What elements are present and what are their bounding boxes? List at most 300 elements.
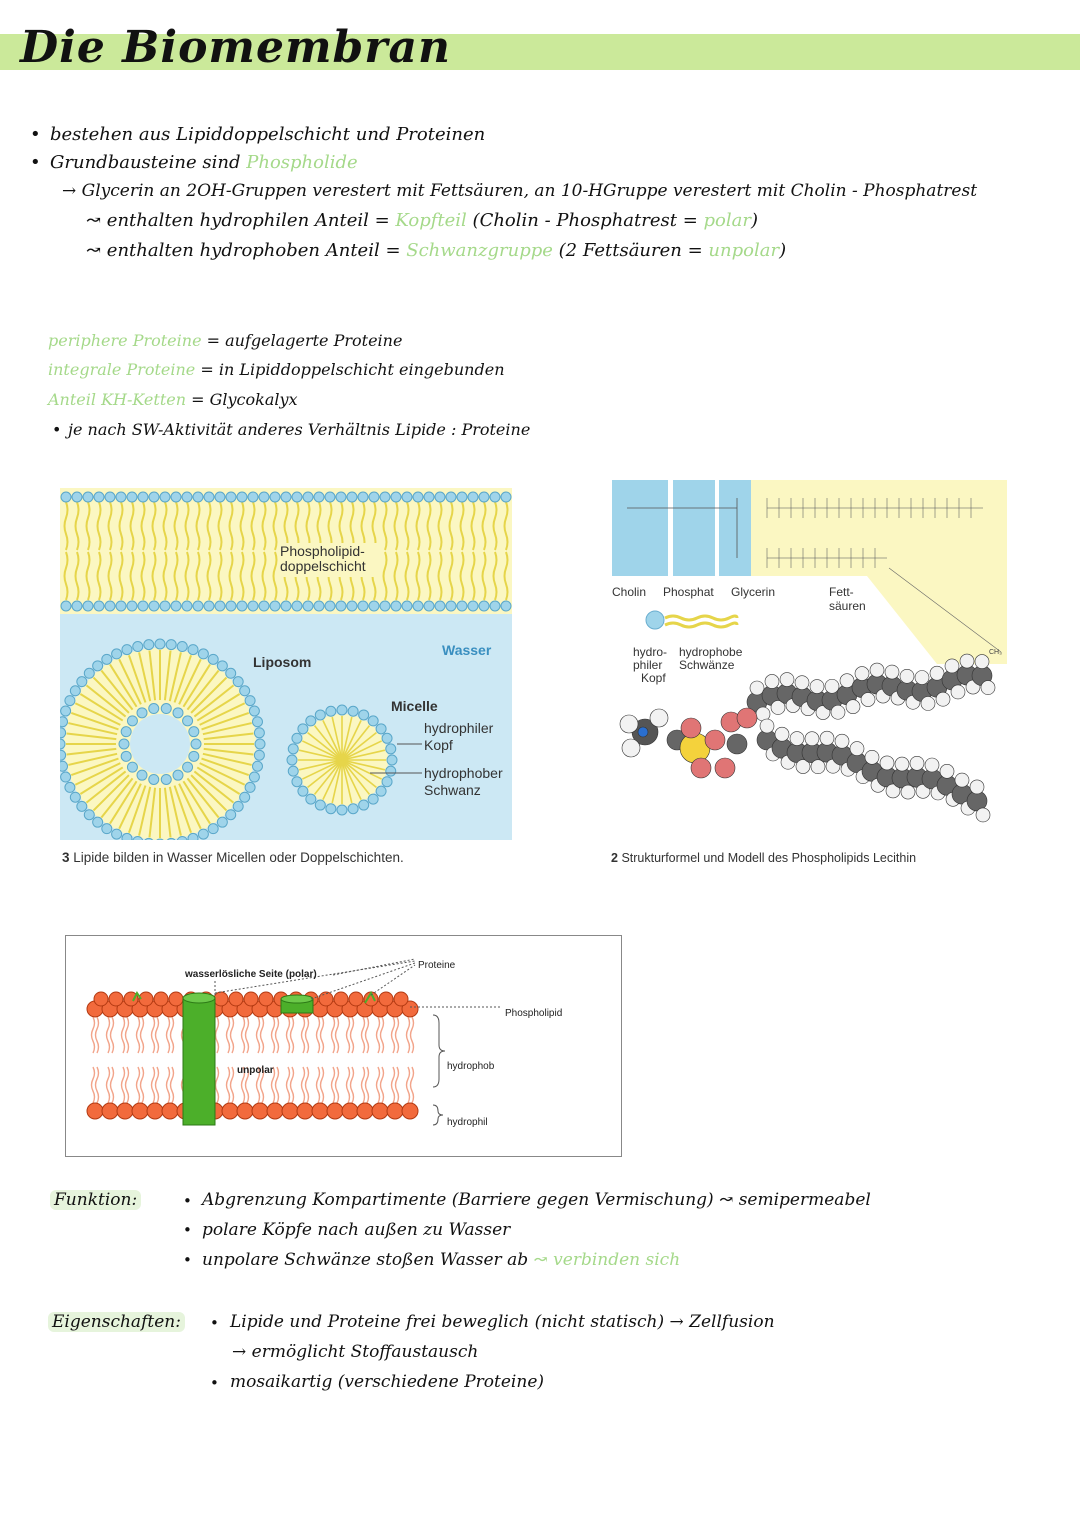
label-proteine: Proteine bbox=[418, 960, 456, 971]
bilayer-head bbox=[303, 492, 313, 502]
membrane-head bbox=[394, 992, 408, 1006]
integral-protein-top bbox=[183, 993, 215, 1003]
bilayer-head bbox=[193, 492, 203, 502]
micelle-head bbox=[306, 794, 316, 804]
intro-line-3: → Glycerin an 2OH-Gruppen verestert mit Fettsäuren, an 10-HGruppe verestert mit Cholin - Phosphatrest bbox=[62, 181, 978, 201]
atom bbox=[895, 757, 909, 771]
atom bbox=[880, 756, 894, 770]
atom bbox=[691, 758, 711, 778]
bilayer-head bbox=[358, 601, 368, 611]
micelle-head bbox=[386, 744, 396, 754]
bilayer-head bbox=[424, 492, 434, 502]
atom bbox=[705, 730, 725, 750]
bilayer-head bbox=[149, 492, 159, 502]
bilayer-head bbox=[369, 492, 379, 502]
micelle-head bbox=[315, 710, 325, 720]
micelle-head bbox=[337, 805, 347, 815]
bullet: • bbox=[210, 1314, 219, 1332]
bilayer-head bbox=[61, 492, 71, 502]
mini-tail-1 bbox=[665, 616, 737, 620]
liposome-head bbox=[226, 810, 236, 820]
liposome-head bbox=[70, 792, 80, 802]
bilayer-head bbox=[149, 601, 159, 611]
membrane-head bbox=[237, 1103, 253, 1119]
atom bbox=[750, 681, 764, 695]
intro-line-4 bbox=[86, 210, 758, 231]
bilayer-head bbox=[402, 601, 412, 611]
bilayer-head bbox=[171, 601, 181, 611]
protein-line-1-text: = aufgelagerte Proteine bbox=[206, 331, 403, 350]
liposome-inner-head bbox=[189, 727, 199, 737]
phospholide-term: Phospholide bbox=[246, 152, 358, 173]
atom bbox=[727, 734, 747, 754]
liposome-head bbox=[249, 772, 259, 782]
atom bbox=[915, 670, 929, 684]
bilayer-head bbox=[94, 492, 104, 502]
bilayer-head bbox=[435, 492, 445, 502]
intro-line-4-text: ↝ enthalten hydrophilen Anteil = bbox=[86, 210, 390, 231]
bilayer-head bbox=[457, 492, 467, 502]
liposome-head bbox=[217, 817, 227, 827]
bilayer-head bbox=[281, 492, 291, 502]
figure-lipid-structures bbox=[60, 488, 512, 840]
protein-line-3 bbox=[48, 390, 298, 409]
micelle-head bbox=[368, 794, 378, 804]
liposome-inner-head bbox=[121, 727, 131, 737]
atom bbox=[981, 681, 995, 695]
liposome-head bbox=[84, 668, 94, 678]
membrane-head bbox=[94, 992, 108, 1006]
label-bilayer-1: Phospholipid- bbox=[280, 543, 365, 559]
liposome-head bbox=[77, 677, 87, 687]
schwanzgruppe-term: Schwanzgruppe bbox=[406, 240, 553, 261]
membrane-head bbox=[259, 992, 273, 1006]
liposome-inner-head bbox=[121, 751, 131, 761]
bilayer-head bbox=[171, 492, 181, 502]
fatty-acid-area bbox=[749, 480, 1007, 664]
protein-line-2-text: = in Lipiddoppelschicht eingebunden bbox=[200, 360, 505, 379]
protein-line-4: je nach SW-Aktivität anderes Verhältnis Lipide : Proteine bbox=[68, 420, 531, 439]
label-schw-1: hydrophobe bbox=[679, 645, 743, 659]
liposome-inner-head bbox=[173, 708, 183, 718]
liposome-head bbox=[61, 706, 71, 716]
bilayer-head bbox=[193, 601, 203, 611]
atom bbox=[945, 659, 959, 673]
bilayer-head bbox=[248, 601, 258, 611]
atom bbox=[960, 654, 974, 668]
funktion-line-2: polare Köpfe nach außen zu Wasser bbox=[202, 1220, 511, 1240]
liposome-inner-head bbox=[161, 774, 171, 784]
atom bbox=[855, 667, 869, 681]
bilayer-head bbox=[204, 492, 214, 502]
bilayer-head bbox=[446, 492, 456, 502]
liposome-head bbox=[60, 761, 68, 771]
membrane-head bbox=[229, 992, 243, 1006]
space-filling-model bbox=[620, 654, 995, 822]
figure-2-caption-text: Strukturformel und Modell des Phospholipids Lecithin bbox=[621, 851, 917, 865]
bilayer-head bbox=[116, 601, 126, 611]
membrane-head bbox=[267, 1103, 283, 1119]
intro-line-4-mid: (Cholin - Phosphatrest = bbox=[472, 210, 698, 231]
liposome-inner-head bbox=[127, 716, 137, 726]
bilayer-head bbox=[314, 492, 324, 502]
membrane-head bbox=[244, 992, 258, 1006]
atom bbox=[805, 732, 819, 746]
atom bbox=[622, 739, 640, 757]
membrane-head bbox=[214, 992, 228, 1006]
liposome-core bbox=[130, 714, 190, 774]
figure-frame bbox=[66, 936, 622, 1157]
figure-phospholipid-structure bbox=[607, 478, 1007, 840]
bilayer-head bbox=[127, 492, 137, 502]
bilayer-head bbox=[215, 492, 225, 502]
glycerin-block bbox=[719, 480, 751, 576]
membrane-head bbox=[297, 1103, 313, 1119]
protein-line-2 bbox=[48, 360, 505, 379]
atom bbox=[715, 758, 735, 778]
figure-2-caption bbox=[611, 851, 916, 865]
atom bbox=[681, 718, 701, 738]
liposome-inner-head bbox=[137, 770, 147, 780]
liposome-inner-head bbox=[183, 716, 193, 726]
atom bbox=[846, 700, 860, 714]
bilayer-head bbox=[281, 601, 291, 611]
bilayer-head bbox=[116, 492, 126, 502]
liposome-head bbox=[61, 772, 71, 782]
bilayer-head bbox=[259, 492, 269, 502]
label-liposom: Liposom bbox=[253, 654, 312, 670]
liposome-head bbox=[84, 810, 94, 820]
liposome-inner-head bbox=[189, 751, 199, 761]
liposome-head bbox=[144, 640, 154, 650]
bullet: • bbox=[30, 124, 41, 145]
atom bbox=[850, 742, 864, 756]
bilayer-head bbox=[501, 601, 511, 611]
liposome-head bbox=[60, 750, 66, 760]
liposome-inner-head bbox=[149, 774, 159, 784]
bilayer-head bbox=[490, 601, 500, 611]
liposome-head bbox=[122, 833, 132, 840]
membrane-head bbox=[312, 1103, 328, 1119]
liposome-head bbox=[208, 654, 218, 664]
bilayer-head bbox=[479, 492, 489, 502]
liposome-head bbox=[155, 639, 165, 649]
label-tail-1: hydrophober bbox=[424, 765, 503, 781]
bullet: • bbox=[30, 152, 41, 173]
liposome-head bbox=[208, 824, 218, 834]
bilayer-head bbox=[237, 492, 247, 502]
bilayer-head bbox=[72, 601, 82, 611]
membrane-head bbox=[147, 1103, 163, 1119]
micelle-head bbox=[292, 777, 302, 787]
bilayer-head bbox=[127, 601, 137, 611]
kopfteil-term: Kopfteil bbox=[395, 210, 467, 231]
atom bbox=[870, 663, 884, 677]
micelle-head bbox=[368, 716, 378, 726]
membrane-head bbox=[349, 992, 363, 1006]
liposome-head bbox=[198, 649, 208, 659]
bilayer-head bbox=[446, 601, 456, 611]
mini-head bbox=[646, 611, 664, 629]
atom bbox=[901, 785, 915, 799]
bilayer-head bbox=[160, 492, 170, 502]
liposome-inner-head bbox=[137, 708, 147, 718]
atom bbox=[831, 705, 845, 719]
intro-line-5 bbox=[86, 240, 786, 261]
funktion-line-3-text: unpolare Schwänze stoßen Wasser ab bbox=[202, 1250, 529, 1270]
bilayer-head bbox=[94, 601, 104, 611]
bilayer-head bbox=[270, 601, 280, 611]
micelle-head bbox=[306, 716, 316, 726]
atom bbox=[810, 680, 824, 694]
bilayer-head bbox=[336, 601, 346, 611]
membrane-head bbox=[357, 1103, 373, 1119]
membrane-head bbox=[169, 992, 183, 1006]
liposome-inner-head bbox=[119, 739, 129, 749]
atom bbox=[737, 708, 757, 728]
micelle-head bbox=[387, 755, 397, 765]
intro-line-4-end: ) bbox=[750, 210, 759, 231]
atom bbox=[825, 679, 839, 693]
micelle-head bbox=[376, 786, 386, 796]
liposome-head bbox=[93, 661, 103, 671]
bilayer-head bbox=[204, 601, 214, 611]
liposome-inner-head bbox=[161, 704, 171, 714]
liposome-inner-head bbox=[149, 704, 159, 714]
bilayer-head bbox=[468, 492, 478, 502]
funktion-line-3 bbox=[202, 1250, 680, 1270]
atom bbox=[885, 665, 899, 679]
atom bbox=[970, 780, 984, 794]
formula-ch3: CH₃ bbox=[989, 649, 1002, 656]
figure-3-number: 3 bbox=[62, 850, 70, 865]
atom bbox=[650, 709, 668, 727]
bullet: • bbox=[52, 420, 62, 439]
micelle-head bbox=[298, 724, 308, 734]
atom bbox=[835, 734, 849, 748]
membrane-head bbox=[252, 1103, 268, 1119]
micelle-head bbox=[376, 724, 386, 734]
bilayer-head bbox=[182, 601, 192, 611]
micelle-head bbox=[359, 710, 369, 720]
polar-term: polar bbox=[703, 210, 751, 231]
membrane-head bbox=[402, 1103, 418, 1119]
atom bbox=[790, 732, 804, 746]
bilayer-head bbox=[314, 601, 324, 611]
bilayer-head bbox=[215, 601, 225, 611]
kh-ketten-term: Anteil KH-Ketten bbox=[48, 390, 187, 409]
intro-line-5-text: ↝ enthalten hydrophoben Anteil = bbox=[86, 240, 401, 261]
liposome-inner-head bbox=[173, 770, 183, 780]
liposome-head bbox=[102, 824, 112, 834]
liposome-head bbox=[252, 717, 262, 727]
membrane-head bbox=[117, 1103, 133, 1119]
funktion-line-3-green: ↝ verbinden sich bbox=[533, 1250, 681, 1270]
label-unpolar: unpolar bbox=[237, 1065, 274, 1076]
cholin-block bbox=[612, 480, 668, 576]
bilayer-head bbox=[61, 601, 71, 611]
mini-tail-2 bbox=[665, 623, 737, 627]
membrane-head bbox=[334, 992, 348, 1006]
liposome-head bbox=[65, 696, 75, 706]
atom bbox=[910, 756, 924, 770]
liposome-head bbox=[188, 833, 198, 840]
liposome-head bbox=[133, 642, 143, 652]
bilayer-head bbox=[501, 492, 511, 502]
integral-protein bbox=[183, 998, 215, 1125]
bullet: • bbox=[210, 1374, 219, 1392]
bilayer-head bbox=[105, 601, 115, 611]
liposome-head bbox=[65, 782, 75, 792]
label-head-2: Kopf bbox=[424, 737, 453, 753]
bilayer-head bbox=[336, 492, 346, 502]
figure-2-number: 2 bbox=[611, 851, 618, 865]
atom bbox=[820, 731, 834, 745]
bilayer-head bbox=[270, 492, 280, 502]
intro-line-2 bbox=[50, 152, 358, 173]
liposome-head bbox=[252, 761, 262, 771]
label-hydrophob: hydrophob bbox=[447, 1061, 495, 1072]
liposome-inner-head bbox=[183, 762, 193, 772]
unpolar-term: unpolar bbox=[708, 240, 780, 261]
atom bbox=[775, 727, 789, 741]
bilayer-head bbox=[402, 492, 412, 502]
liposome-head bbox=[233, 677, 243, 687]
liposome-head bbox=[177, 642, 187, 652]
membrane-head bbox=[387, 1103, 403, 1119]
membrane-head bbox=[162, 1103, 178, 1119]
liposome-head bbox=[226, 668, 236, 678]
label-head-1: hydrophiler bbox=[424, 720, 494, 736]
membrane-head bbox=[282, 1103, 298, 1119]
bilayer-head bbox=[358, 492, 368, 502]
intro-line-2-text: Grundbausteine sind bbox=[50, 152, 241, 173]
label-micelle: Micelle bbox=[391, 698, 438, 714]
micelle-head bbox=[348, 804, 358, 814]
intro-line-5-mid: (2 Fettsäuren = bbox=[558, 240, 703, 261]
bilayer-head bbox=[72, 492, 82, 502]
label-wasserloeslich: wasserlösliche Seite (polar) bbox=[185, 969, 317, 980]
atom bbox=[936, 692, 950, 706]
micelle-head bbox=[382, 777, 392, 787]
integrale-proteine-term: integrale Proteine bbox=[48, 360, 196, 379]
bilayer-head bbox=[138, 492, 148, 502]
bilayer-head bbox=[303, 601, 313, 611]
bilayer-head bbox=[325, 601, 335, 611]
eigenschaften-line-3: mosaikartig (verschiedene Proteine) bbox=[230, 1372, 545, 1392]
label-glycerin: Glycerin bbox=[731, 585, 776, 599]
funktion-heading: Funktion: bbox=[50, 1190, 141, 1210]
bilayer-head bbox=[435, 601, 445, 611]
atom bbox=[865, 750, 879, 764]
micelle-head bbox=[287, 755, 297, 765]
label-tail-2: Schwanz bbox=[424, 782, 481, 798]
liposome-head bbox=[60, 717, 68, 727]
liposome-head bbox=[254, 750, 264, 760]
bullet: • bbox=[183, 1221, 192, 1239]
label-phospholipid: Phospholipid bbox=[505, 1008, 563, 1019]
atom bbox=[951, 685, 965, 699]
eigenschaften-line-1: Lipide und Proteine frei beweglich (nicht statisch) → Zellfusion bbox=[230, 1312, 775, 1332]
membrane-head bbox=[102, 1103, 118, 1119]
bilayer-head bbox=[369, 601, 379, 611]
micelle-head bbox=[288, 766, 298, 776]
bilayer-head bbox=[413, 492, 423, 502]
bilayer-head bbox=[490, 492, 500, 502]
bilayer-head bbox=[391, 492, 401, 502]
protein-line-3-text: = Glycokalyx bbox=[191, 390, 298, 409]
micelle-head bbox=[326, 706, 336, 716]
liposome-head bbox=[93, 817, 103, 827]
funktion-line-1: Abgrenzung Kompartimente (Barriere gegen Vermischung) ↝ semipermeabel bbox=[202, 1190, 871, 1210]
bilayer-head bbox=[83, 601, 93, 611]
figure-3-caption bbox=[62, 850, 404, 865]
liposome-head bbox=[77, 801, 87, 811]
liposome-head bbox=[240, 792, 250, 802]
liposome-head bbox=[255, 739, 265, 749]
label-schw-2: Schwänze bbox=[679, 658, 735, 672]
liposome-inner-head bbox=[127, 762, 137, 772]
label-kopf-1: hydro- bbox=[633, 645, 668, 659]
membrane-head bbox=[132, 1103, 148, 1119]
atom bbox=[760, 719, 774, 733]
bilayer-head bbox=[292, 492, 302, 502]
peripheral-protein-top bbox=[281, 995, 313, 1003]
atom bbox=[780, 673, 794, 687]
membrane-head bbox=[319, 992, 333, 1006]
membrane-head bbox=[372, 1103, 388, 1119]
bilayer-head bbox=[83, 492, 93, 502]
atom bbox=[976, 808, 990, 822]
intro-line-5-end: ) bbox=[779, 240, 787, 261]
micelle-head bbox=[382, 733, 392, 743]
micelle-head bbox=[348, 706, 358, 716]
page-title: Die Biomembran bbox=[20, 22, 451, 73]
atom bbox=[861, 693, 875, 707]
membrane-head bbox=[327, 1103, 343, 1119]
atom bbox=[811, 760, 825, 774]
bilayer-head bbox=[138, 601, 148, 611]
micelle-head bbox=[288, 744, 298, 754]
figure-membrane-model bbox=[65, 935, 622, 1157]
atom bbox=[638, 727, 648, 737]
bilayer-head bbox=[182, 492, 192, 502]
bullet: • bbox=[183, 1192, 192, 1210]
label-bilayer-2: doppelschicht bbox=[280, 558, 366, 574]
label-wasser: Wasser bbox=[442, 642, 492, 658]
bilayer-head bbox=[457, 601, 467, 611]
figure-3-caption-text: Lipide bilden in Wasser Micellen oder Doppelschichten. bbox=[73, 850, 404, 865]
liposome-head bbox=[188, 645, 198, 655]
micelle-head bbox=[298, 786, 308, 796]
liposome-head bbox=[198, 829, 208, 839]
membrane-head bbox=[87, 1103, 103, 1119]
membrane-head bbox=[379, 992, 393, 1006]
bilayer-head bbox=[226, 492, 236, 502]
label-fett-2: säuren bbox=[829, 599, 866, 613]
bilayer-head bbox=[391, 601, 401, 611]
micelle-head bbox=[292, 733, 302, 743]
bilayer-head bbox=[347, 492, 357, 502]
protein-line-1 bbox=[48, 331, 402, 350]
micelle-head bbox=[337, 705, 347, 715]
liposome-head bbox=[60, 728, 66, 738]
bilayer-head bbox=[479, 601, 489, 611]
label-fett-1: Fett- bbox=[829, 585, 854, 599]
atom bbox=[900, 669, 914, 683]
phosphat-block bbox=[673, 480, 715, 576]
label-kopf-3: Kopf bbox=[641, 671, 666, 685]
